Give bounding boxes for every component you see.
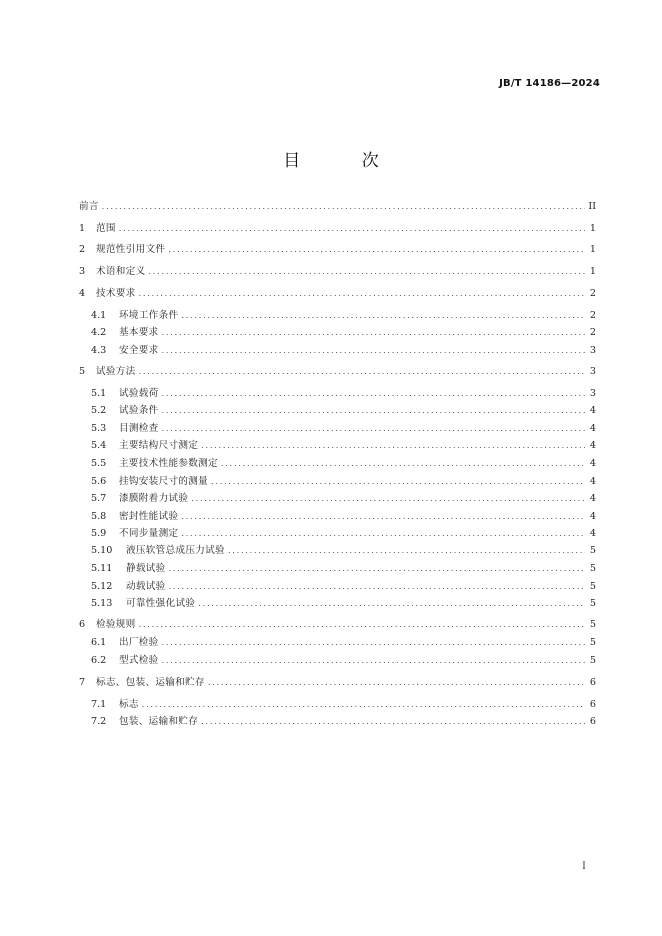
toc-entry-number: 2	[79, 244, 86, 255]
toc-entry-number: 3	[79, 266, 86, 277]
toc-entry-title: 密封性能试验	[119, 511, 179, 522]
toc-entry-title: 试验载荷	[119, 388, 159, 399]
toc-leader-dots	[142, 697, 585, 713]
toc-entry-title: 可靠性强化试验	[126, 598, 196, 609]
toc-entry-page: 4	[589, 528, 596, 539]
toc-entry[interactable]	[91, 474, 596, 490]
toc-entry[interactable]	[91, 421, 596, 437]
toc-leader-dots	[162, 635, 585, 651]
toc-entry-page: 5	[589, 619, 596, 630]
toc-entry[interactable]	[91, 697, 596, 713]
toc-entry-title: 型式检验	[119, 655, 159, 666]
toc-entry-title: 标志	[119, 699, 139, 710]
toc-entry-page: 4	[589, 476, 596, 487]
toc-entry[interactable]	[91, 386, 596, 402]
toc-leader-dots	[162, 653, 585, 669]
toc-leader-dots	[169, 561, 585, 577]
toc-entry[interactable]	[91, 325, 596, 341]
toc-entry-title: 前言	[79, 201, 99, 212]
toc-leader-dots	[208, 675, 585, 691]
toc-entry-number: 5.6	[91, 476, 107, 487]
toc-leader-dots	[148, 264, 585, 280]
toc-entry-number: 5.4	[91, 440, 107, 451]
toc-leader-dots	[181, 308, 585, 324]
toc-entry-page: 6	[589, 677, 596, 688]
toc-leader-dots	[228, 543, 585, 559]
toc-entry-number: 7.2	[91, 716, 107, 727]
toc-entry-number: 5.5	[91, 458, 107, 469]
toc-entry[interactable]	[79, 675, 596, 691]
toc-entry-number: 1	[79, 223, 86, 234]
toc-entry-page: 2	[589, 310, 596, 321]
toc-leader-dots	[119, 221, 585, 237]
toc-entry-title: 术语和定义	[96, 266, 146, 277]
toc-entry-number: 7	[79, 677, 86, 688]
toc-leader-dots	[162, 403, 585, 419]
toc-entry-page: II	[588, 201, 596, 212]
toc-entry[interactable]	[91, 308, 596, 324]
toc-leader-dots	[181, 509, 585, 525]
toc-entry-number: 4	[79, 288, 86, 299]
toc-leader-dots	[162, 421, 585, 437]
toc-entry[interactable]	[91, 491, 596, 507]
toc-entry-title: 技术要求	[96, 288, 136, 299]
toc-entry-title: 范围	[96, 223, 116, 234]
toc-entry-page: 3	[589, 345, 596, 356]
toc-entry-title: 漆膜附着力试验	[119, 493, 189, 504]
toc-entry-number: 5.8	[91, 511, 107, 522]
toc-leader-dots	[181, 526, 585, 542]
toc-entry[interactable]	[91, 653, 596, 669]
toc-entry-page: 3	[589, 388, 596, 399]
toc-entry-number: 5.10	[91, 545, 113, 556]
toc-entry-page: 1	[589, 223, 596, 234]
toc-entry-page: 5	[589, 655, 596, 666]
toc-entry-title: 检验规则	[96, 619, 136, 630]
toc-entry-page: 1	[589, 244, 596, 255]
toc-entry[interactable]	[79, 286, 596, 302]
toc-entry-title: 动载试验	[126, 581, 166, 592]
document-code: JB/T 14186—2024	[499, 78, 600, 89]
toc-entry[interactable]	[79, 617, 596, 633]
toc-entry-page: 1	[589, 266, 596, 277]
toc-leader-dots	[139, 286, 585, 302]
toc-entry-number: 5.3	[91, 423, 107, 434]
toc-entry-page: 4	[589, 440, 596, 451]
toc-entry-number: 4.2	[91, 327, 107, 338]
toc-entry-title: 基本要求	[119, 327, 159, 338]
toc-entry-number: 5.7	[91, 493, 107, 504]
toc-entry-page: 2	[589, 327, 596, 338]
toc-entry[interactable]	[79, 221, 596, 237]
toc-entry-page: 6	[589, 716, 596, 727]
toc-entry-page: 5	[589, 563, 596, 574]
toc-entry-number: 6	[79, 619, 86, 630]
toc-leader-dots	[211, 474, 585, 490]
toc-entry-number: 6.1	[91, 637, 107, 648]
toc-entry-number: 4.3	[91, 345, 107, 356]
toc-entry[interactable]	[91, 403, 596, 419]
toc-entry-number: 4.1	[91, 310, 107, 321]
toc-leader-dots	[191, 491, 585, 507]
toc-entry-page: 6	[589, 699, 596, 710]
toc-entry-page: 5	[589, 581, 596, 592]
toc-entry-title: 标志、包装、运输和贮存	[96, 677, 205, 688]
toc-entry[interactable]	[79, 364, 596, 380]
toc-entry[interactable]	[91, 561, 596, 577]
toc-leader-dots	[198, 596, 585, 612]
toc-entry-page: 4	[589, 458, 596, 469]
toc-entry-number: 5.13	[91, 598, 113, 609]
toc-entry-title: 主要结构尺寸测定	[119, 440, 199, 451]
toc-entry-number: 5.12	[91, 581, 113, 592]
toc-entry-title: 环境工作条件	[119, 310, 179, 321]
toc-leader-dots	[201, 714, 585, 730]
toc-entry[interactable]	[91, 438, 596, 454]
toc-entry-page: 5	[589, 637, 596, 648]
toc-entry-title: 不同步量测定	[119, 528, 179, 539]
toc-entry[interactable]	[91, 596, 596, 612]
toc-leader-dots	[221, 456, 585, 472]
toc-entry-title: 包装、运输和贮存	[119, 716, 199, 727]
toc-entry-title: 试验条件	[119, 405, 159, 416]
toc-entry-title: 安全要求	[119, 345, 159, 356]
toc-entry-page: 4	[589, 511, 596, 522]
toc-leader-dots	[102, 199, 585, 215]
toc-entry[interactable]	[91, 714, 596, 730]
toc-leader-dots	[162, 386, 585, 402]
toc-entry[interactable]	[79, 199, 596, 215]
toc-leader-dots	[201, 438, 585, 454]
toc-leader-dots	[169, 579, 585, 595]
toc-entry-page: 3	[589, 366, 596, 377]
toc-entry-title: 主要技术性能参数测定	[119, 458, 218, 469]
page-number: I	[582, 861, 586, 872]
toc-entry-number: 5.2	[91, 405, 107, 416]
toc-entry[interactable]	[79, 242, 596, 258]
toc-leader-dots	[139, 364, 585, 380]
toc-entry[interactable]	[79, 264, 596, 280]
page-title: 目 次	[283, 151, 407, 171]
toc-entry-title: 静载试验	[126, 563, 166, 574]
toc-entry-title: 试验方法	[96, 366, 136, 377]
toc-entry-title: 目测检查	[119, 423, 159, 434]
toc-leader-dots	[162, 343, 585, 359]
toc-entry[interactable]	[91, 579, 596, 595]
toc-entry-number: 7.1	[91, 699, 107, 710]
toc-leader-dots	[168, 242, 585, 258]
toc-entry-number: 5.1	[91, 388, 107, 399]
toc-entry-page: 2	[589, 288, 596, 299]
toc-entry[interactable]	[91, 343, 596, 359]
toc-leader-dots	[162, 325, 585, 341]
toc-entry-page: 4	[589, 405, 596, 416]
toc-entry[interactable]	[91, 456, 596, 472]
toc-entry-page: 5	[589, 545, 596, 556]
toc-entry-title: 液压软管总成压力试验	[126, 545, 225, 556]
toc-entry-number: 5.11	[91, 563, 113, 574]
toc-entry-page: 4	[589, 493, 596, 504]
toc-entry[interactable]	[91, 526, 596, 542]
toc-entry-number: 6.2	[91, 655, 107, 666]
toc-entry-page: 4	[589, 423, 596, 434]
toc-leader-dots	[139, 617, 585, 633]
toc-entry-number: 5	[79, 366, 86, 377]
toc-entry-title: 出厂检验	[119, 637, 159, 648]
toc-entry[interactable]	[91, 509, 596, 525]
toc-entry-number: 5.9	[91, 528, 107, 539]
toc-entry-title: 规范性引用文件	[96, 244, 166, 255]
toc-entry-page: 5	[589, 598, 596, 609]
toc-entry[interactable]	[91, 543, 596, 559]
toc-entry[interactable]	[91, 635, 596, 651]
toc-entry-title: 挂钩安装尺寸的测量	[119, 476, 209, 487]
